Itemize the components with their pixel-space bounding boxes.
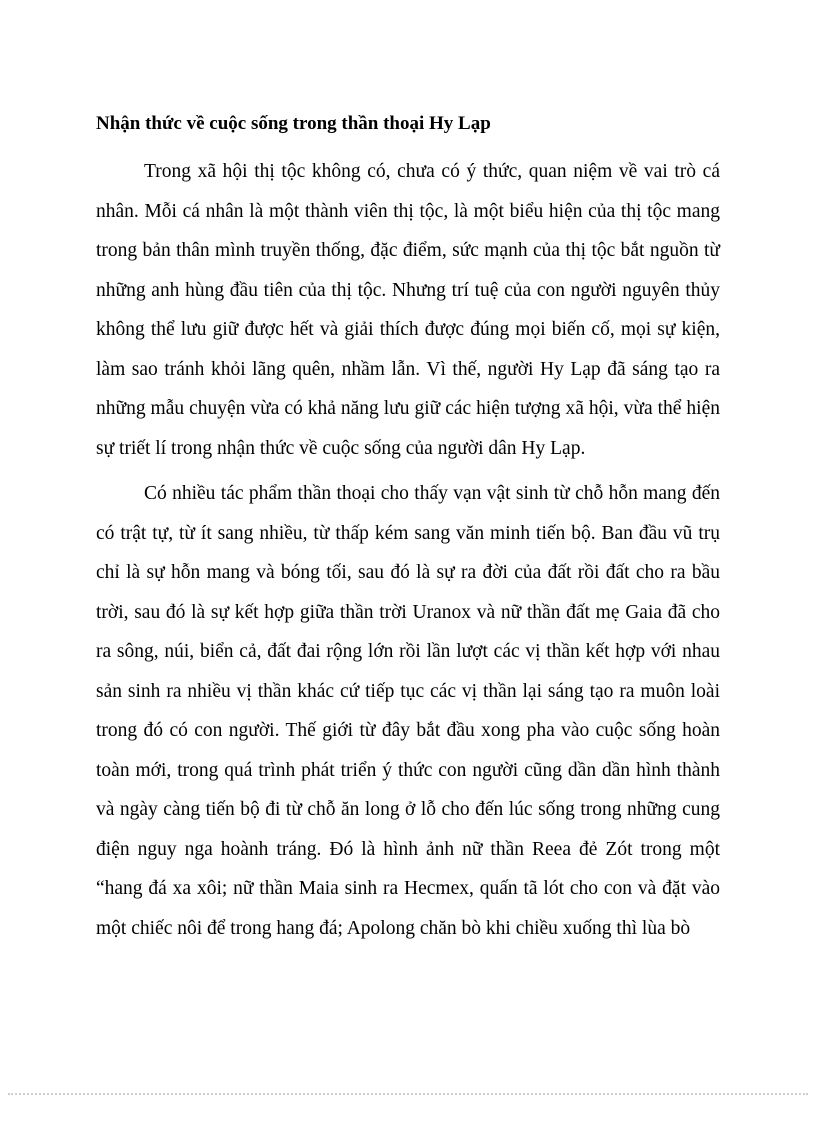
document-body	[96, 110, 720, 954]
paragraph-2: Có nhiều tác phẩm thần thoại cho thấy vạn vật sinh từ chỗ hỗn mang đến có trật tự, từ ít sang nhiều, từ thấp kém sang văn minh tiến bộ. Ban đầu vũ trụ chỉ là sự hỗn mang và bóng tối, sau đó là sự ra đời của đất rồi đất cho ra bầu trời, sau đó là sự kết hợp giữa thần trời Uranox và nữ thần đất mẹ Gaia đã cho ra sông, núi, biển cả, đất đai rộng lớn rồi lần lượt các vị thần kết hợp với nhau sản sinh ra nhiều vị thần khác cứ tiếp tục các vị thần lại sáng tạo ra muôn loài trong đó có con người. Thế giới từ đây bắt đầu xong pha vào cuộc sống hoàn toàn mới, trong quá trình phát triển ý thức con người cũng dần dần hình thành và ngày càng tiến bộ đi từ chỗ ăn long ở lỗ cho đến lúc sống trong những cung điện nguy nga hoành tráng. Đó là hình ảnh nữ thần Reea đẻ Zót trong một “hang đá xa xôi; nữ thần Maia sinh ra Hecmex, quấn tã lót cho con và đặt vào một chiếc nôi để trong hang đá; Apolong chăn bò khi chiều xuống thì lùa bò	[96, 483, 720, 939]
page-footer-divider	[8, 1093, 808, 1095]
document-title: Nhận thức về cuộc sống trong thần thoại Hy Lạp	[96, 113, 491, 134]
paragraph-1: Trong xã hội thị tộc không có, chưa có ý thức, quan niệm về vai trò cá nhân. Mỗi cá nhân là một thành viên thị tộc, là một biểu hiện của thị tộc mang trong bản thân mình truyền thống, đặc điểm, sức mạnh của thị tộc bắt nguồn từ những anh hùng đầu tiên của thị tộc. Nhưng trí tuệ của con người nguyên thủy không thể lưu giữ được hết và giải thích được đúng mọi biến cố, mọi sự kiện, làm sao tránh khỏi lãng quên, nhầm lẫn. Vì thế, người Hy Lạp đã sáng tạo ra những mẫu chuyện vừa có khả năng lưu giữ các hiện tượng xã hội, vừa thể hiện sự triết lí trong nhận thức về cuộc sống của người dân Hy Lạp.	[96, 161, 720, 459]
